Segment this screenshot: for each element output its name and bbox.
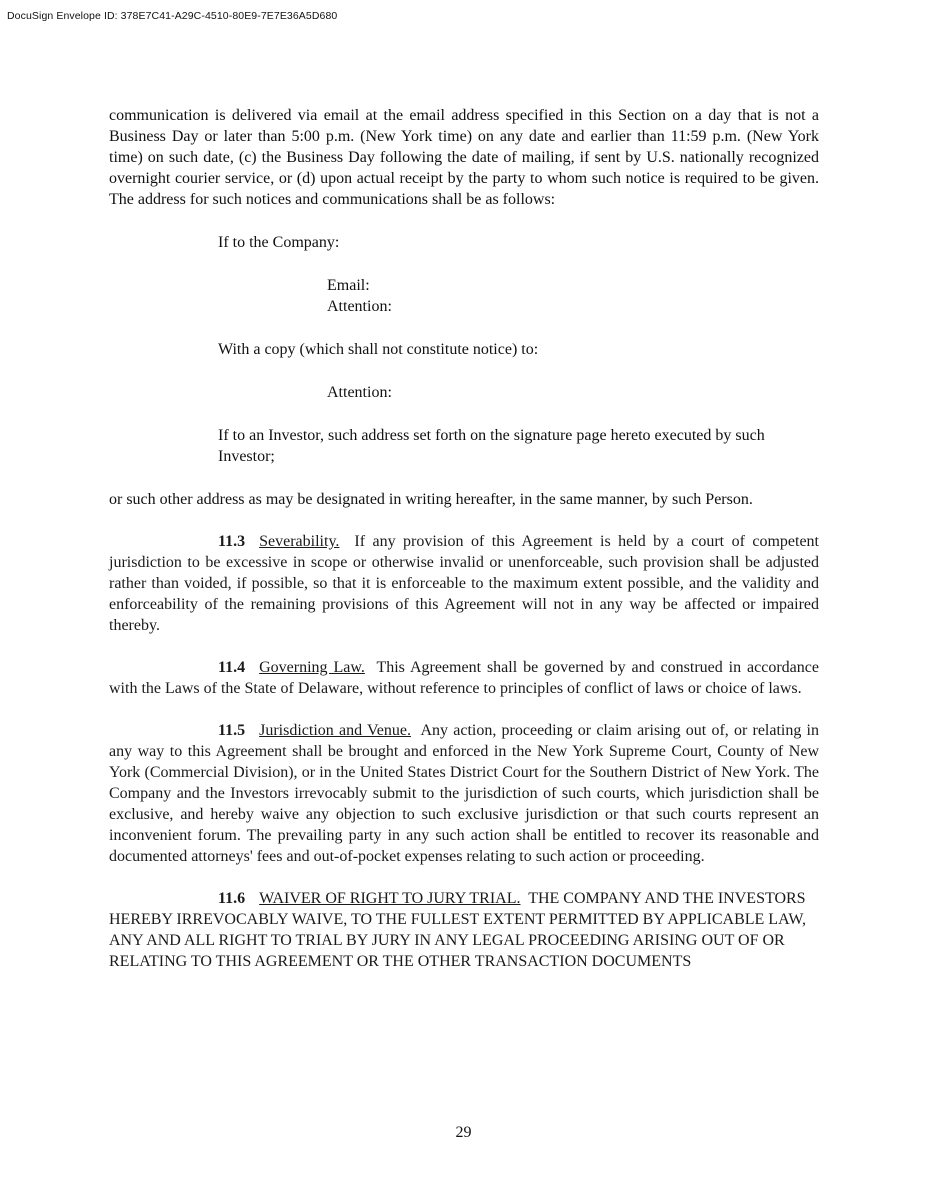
section-body: Any action, proceeding or claim arising out of, or relating in any way to this Agreement shall be brought and enforced in the New York Supreme Court, County of New York (Commercial Division), or in the United States District Court for the Southern District of New York. The Company and the Investors irrevocably submit to the jurisdiction of such courts, which jurisdiction shall be exclusive, and hereby waive any objection to such exclusive jurisdiction or that such courts represent an inconvenient forum. The prevailing party in any such action shall be entitled to recover its reasonable and documented attorneys' fees and out-of-pocket expenses relating to such action or proceeding. xyxy=(109,722,819,865)
company-email-label: Email: xyxy=(327,277,370,294)
docusign-envelope-id: DocuSign Envelope ID: 378E7C41-A29C-4510-80E9-7E7E36A5D680 xyxy=(7,10,338,22)
section-11-3 xyxy=(109,531,819,636)
copy-attention-label: Attention: xyxy=(327,384,392,401)
other-address-paragraph: or such other address as may be designated in writing hereafter, in the same manner, by such Person. xyxy=(109,491,753,508)
page-number: 29 xyxy=(455,1124,472,1141)
section-11-4 xyxy=(109,657,819,699)
section-body: If any provision of this Agreement is held by a court of competent jurisdiction to be excessive in scope or otherwise invalid or unenforceable, such provision shall be adjusted rather than voided, if possible, so that it is enforceable to the maximum extent possible, and the validity and enforceability of the remaining provisions of this Agreement will not in any way be affected or impaired thereby. xyxy=(109,533,820,634)
company-notice-heading: If to the Company: xyxy=(218,234,340,251)
copy-notice-heading: With a copy (which shall not constitute notice) to: xyxy=(218,341,539,358)
company-attention-label: Attention: xyxy=(327,298,392,315)
section-body: This Agreement shall be governed by and construed in accordance with the Laws of the State of Delaware, without reference to principles of conflict of laws or choice of laws. xyxy=(109,659,819,697)
section-number: 11.3 xyxy=(218,533,246,550)
section-title: WAIVER OF RIGHT TO JURY TRIAL. xyxy=(259,890,521,907)
section-title: Governing Law. xyxy=(259,659,365,676)
section-body: THE COMPANY AND THE INVESTORS HEREBY IRREVOCABLY WAIVE, TO THE FULLEST EXTENT PERMITTED BY APPLICABLE LAW, ANY AND ALL RIGHT TO TRIAL BY JURY IN ANY LEGAL PROCEEDING ARISING OUT OF OR RELATING TO THIS AGREEMENT OR THE OTHER TRANSACTION DOCUMENTS xyxy=(109,890,806,970)
section-title: Jurisdiction and Venue. xyxy=(259,722,411,739)
section-11-5 xyxy=(109,720,819,867)
section-number: 11.6 xyxy=(218,890,246,907)
section-title: Severability. xyxy=(259,533,340,550)
section-number: 11.5 xyxy=(218,722,246,739)
investor-notice-text: If to an Investor, such address set forth on the signature page hereto executed by such Investor; xyxy=(218,427,765,465)
document-body xyxy=(109,105,819,972)
section-number: 11.4 xyxy=(218,659,246,676)
opening-paragraph: communication is delivered via email at the email address specified in this Section on a day that is not a Business Day or later than 5:00 p.m. (New York time) on any date and earlier than 11:59 p.m. (New York time) on such date, (c) the Business Day following the date of mailing, if sent by U.S. nationally recognized overnight courier service, or (d) upon actual receipt by the party to whom such notice is required to be given. The address for such notices and communications shall be as follows: xyxy=(109,107,819,208)
section-11-6 xyxy=(109,888,819,972)
